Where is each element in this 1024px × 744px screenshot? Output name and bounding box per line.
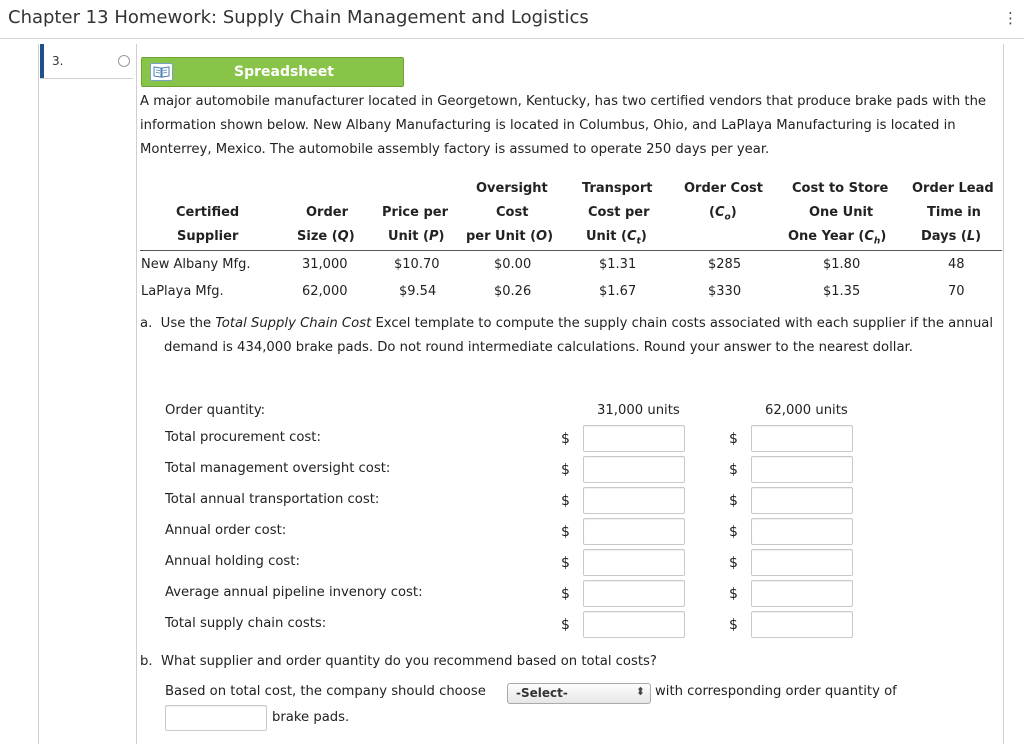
col-31000-units: 31,000 units	[597, 403, 680, 418]
currency-symbol: $	[729, 617, 738, 633]
th-co-1: Order Cost	[684, 181, 763, 196]
th-p-1: Price per	[382, 205, 448, 220]
intro-paragraph: A major automobile manufacturer located in Georgetown, Kentucky, has two certified vendors that produce brake pads with the information shown below. New Albany Manufacturing is located in Columbus, Ohio, and LaPlaya Manufacturing is located in Monterrey, Mexico. The automobile assembly factory is assumed to operate 250 days per year.	[140, 94, 987, 157]
row1-q: 31,000	[302, 257, 348, 272]
th-ct-2: Cost per	[588, 205, 650, 220]
cost-row-label: Total supply chain costs:	[165, 616, 327, 631]
symbol-letter: C	[864, 229, 874, 244]
symbol-subscript: h	[873, 236, 881, 247]
cost-input-31000[interactable]	[583, 456, 685, 483]
cost-input-62000[interactable]	[751, 425, 853, 452]
row1-l: 48	[948, 257, 965, 272]
cost-input-31000[interactable]	[583, 580, 685, 607]
more-icon[interactable]: ⋮	[1003, 9, 1018, 27]
cost-input-31000[interactable]	[583, 611, 685, 638]
supplier-select[interactable]	[507, 683, 651, 704]
th-supplier-1: Certified	[176, 205, 240, 220]
th-q-1: Order	[306, 205, 348, 220]
content-right-border	[1003, 44, 1004, 744]
symbol-subscript: o	[724, 212, 731, 223]
page-title: Chapter 13 Homework: Supply Chain Management and Logistics	[8, 7, 589, 28]
status-circle-icon	[118, 55, 130, 67]
th-p-2: Unit (P)	[388, 229, 445, 244]
th-ch-1: Cost to Store	[792, 181, 889, 196]
cost-input-62000[interactable]	[751, 487, 853, 514]
currency-symbol: $	[561, 431, 570, 447]
col-62000-units: 62,000 units	[765, 403, 848, 418]
currency-symbol: $	[729, 431, 738, 447]
row1-supplier: New Albany Mfg.	[141, 257, 251, 272]
part-b-sentence-start: Based on total cost, the company should choose	[165, 684, 486, 699]
th-o-3: per Unit (O)	[466, 229, 554, 244]
cost-input-31000[interactable]	[583, 487, 685, 514]
page-header	[0, 0, 1024, 39]
th-supplier-2: Supplier	[177, 229, 239, 244]
row2-supplier: LaPlaya Mfg.	[141, 284, 224, 299]
currency-symbol: $	[561, 555, 570, 571]
cost-input-31000[interactable]	[583, 425, 685, 452]
th-q-2: Size (Q)	[297, 229, 355, 244]
part-a-text	[140, 312, 1000, 360]
th-o-2: Cost	[496, 205, 529, 220]
symbol-letter: C	[714, 205, 725, 220]
cost-input-62000[interactable]	[751, 580, 853, 607]
symbol-letter: P	[428, 229, 439, 244]
symbol-letter: C	[626, 229, 637, 244]
th-ct-3: Unit $(C_t)$	[586, 229, 647, 247]
spreadsheet-label: Spreadsheet	[234, 64, 334, 80]
part-b-text: What supplier and order quantity do you recommend based on total costs?	[160, 654, 657, 669]
part-b-sentence-mid: with corresponding order quantity of	[655, 684, 897, 699]
row2-q: 62,000	[302, 284, 348, 299]
cost-row-label: Annual holding cost:	[165, 554, 300, 569]
cost-input-31000[interactable]	[583, 518, 685, 545]
cost-row-label: Total annual transportation cost:	[165, 492, 380, 507]
currency-symbol: $	[561, 617, 570, 633]
currency-symbol: $	[561, 462, 570, 478]
row1-p: $10.70	[394, 257, 440, 272]
symbol-letter: L	[966, 229, 976, 244]
currency-symbol: $	[729, 555, 738, 571]
symbol-subscript: t	[636, 236, 641, 247]
currency-symbol: $	[561, 524, 570, 540]
row2-co: $330	[708, 284, 742, 299]
currency-symbol: $	[561, 586, 570, 602]
supplier-select-value: -Select-	[516, 686, 568, 700]
cost-input-62000[interactable]	[751, 549, 853, 576]
cost-input-62000[interactable]	[751, 456, 853, 483]
cost-row-label: Total procurement cost:	[165, 430, 321, 445]
part-b-sentence-end: brake pads.	[272, 710, 350, 725]
th-l-3: Days (L)	[921, 229, 982, 244]
th-co-2: $(C_o)$	[709, 205, 737, 223]
currency-symbol: $	[729, 462, 738, 478]
part-a-body: Use the Total Supply Chain Cost Excel template to compute the supply chain costs associated with each supplier if the annual demand is 434,000 brake pads. Do not round intermediate calculations. Round your answer to the nearest dollar.	[160, 316, 994, 355]
currency-symbol: $	[729, 524, 738, 540]
currency-symbol: $	[561, 493, 570, 509]
row1-ct: $1.31	[599, 257, 637, 272]
question-nav-item[interactable]	[40, 44, 133, 79]
spreadsheet-button[interactable]	[141, 57, 404, 87]
italic-phrase: Total Supply Chain Cost	[215, 316, 372, 331]
th-o-1: Oversight	[476, 181, 548, 196]
question-number: 3.	[52, 54, 64, 68]
th-ch-3: One Year $(C_h)$	[788, 229, 887, 247]
cost-input-62000[interactable]	[751, 611, 853, 638]
th-ch-2: One Unit	[809, 205, 874, 220]
cost-input-31000[interactable]	[583, 549, 685, 576]
table-header-rule	[140, 250, 1002, 251]
part-a-question	[140, 312, 1000, 360]
row2-ch: $1.35	[823, 284, 861, 299]
symbol-letter: Q	[337, 229, 349, 244]
row2-p: $9.54	[399, 284, 437, 299]
part-b-letter: b.	[140, 654, 153, 669]
row1-co: $285	[708, 257, 742, 272]
th-ct-1: Transport	[582, 181, 653, 196]
row1-o: $0.00	[494, 257, 532, 272]
select-arrows-icon: ⬍	[635, 685, 645, 698]
row1-ch: $1.80	[823, 257, 861, 272]
cost-row-label: Annual order cost:	[165, 523, 287, 538]
row2-ct: $1.67	[599, 284, 637, 299]
row2-o: $0.26	[494, 284, 532, 299]
currency-symbol: $	[729, 493, 738, 509]
order-quantity-input[interactable]	[165, 705, 267, 731]
th-l-2: Time in	[927, 205, 981, 220]
cost-row-label: Average annual pipeline invenory cost:	[165, 585, 423, 600]
symbol-letter: O	[536, 229, 548, 244]
row2-l: 70	[948, 284, 965, 299]
cost-row-label: Total management oversight cost:	[165, 461, 391, 476]
cost-input-62000[interactable]	[751, 518, 853, 545]
part-a-letter: a.	[140, 316, 153, 331]
question-nav-column	[38, 44, 137, 744]
order-quantity-label: Order quantity:	[165, 403, 266, 418]
th-l-1: Order Lead	[912, 181, 994, 196]
active-indicator	[40, 44, 44, 78]
part-b-question	[140, 650, 1000, 674]
currency-symbol: $	[729, 586, 738, 602]
book-icon	[150, 63, 173, 81]
